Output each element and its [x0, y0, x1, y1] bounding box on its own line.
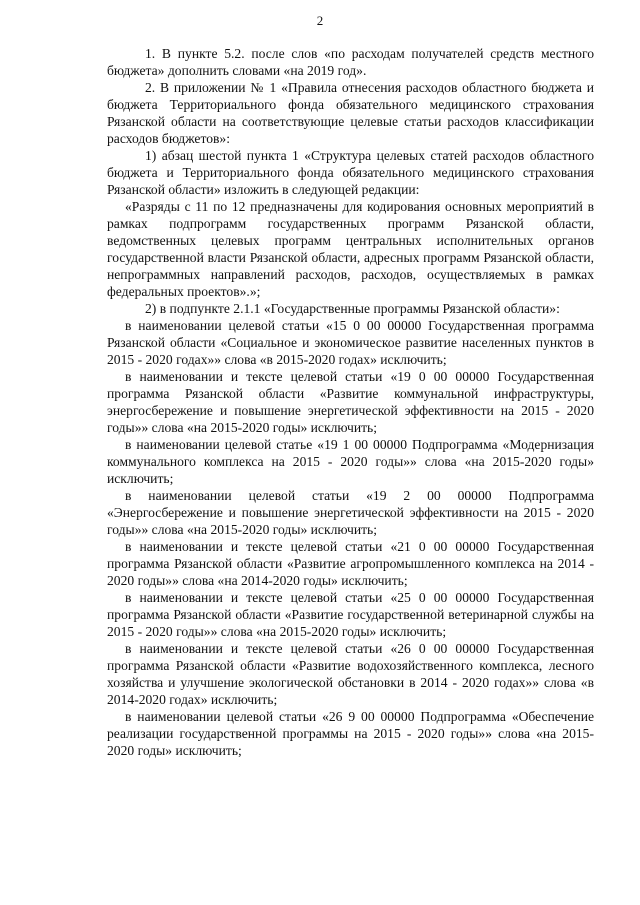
page-number: 2: [316, 13, 324, 28]
paragraph-article-19-1: в наименовании целевой статье «19 1 00 00000 Подпрограмма «Модернизация коммунального комплекса на 2015 - 2020 годы»» слова «на 2015-2020 годы» исключить;: [107, 437, 594, 486]
paragraph-article-26-9: в наименовании целевой статьи «26 9 00 00000 Подпрограмма «Обеспечение реализации государственной программы на 2015 - 2020 годы»» слова «на 2015-2020 годы» исключить;: [107, 709, 594, 758]
paragraph-quote: «Разряды с 11 по 12 предназначены для кодирования основных мероприятий в рамках подпрограмм государственных программ Рязанской области, ведомственных целевых программ центральных исполнительных органов государственной власти Рязанской области, адресных программ Рязанской области, непрограммных направлений расходов, расходов, осуществляемых в рамках федеральных проектов».»;: [107, 199, 594, 299]
paragraph-article-25: в наименовании и тексте целевой статьи «25 0 00 00000 Государственная программа Рязанской области «Развитие государственной ветеринарной службы на 2015 - 2020 годы»» слова «на 2015-2020 годы» исключить;: [107, 590, 594, 639]
paragraph-article-26: в наименовании и тексте целевой статьи «26 0 00 00000 Государственная программа Рязанской области «Развитие водохозяйственного комплекса, лесного хозяйства и улучшение экологической обстановки в 2014 - 2020 годах»» слова «в 2014-2020 годах» исключить;: [107, 641, 594, 707]
document-body: [107, 45, 594, 759]
paragraph-article-19: в наименовании и тексте целевой статьи «19 0 00 00000 Государственная программа Рязанской области «Развитие коммунальной инфраструктуры, энергосбережение и повышение энергетической эффективности на 2015 - 2020 годы»» слова «на 2015-2020 годы» исключить;: [107, 369, 594, 435]
paragraph-item-2: 2. В приложении № 1 «Правила отнесения расходов областного бюджета и бюджета Территориального фонда обязательного медицинского страхования Рязанской области на соответствующие целевые статьи расходов классификации расходов бюджетов»:: [107, 80, 594, 146]
paragraph-article-19-2: в наименовании целевой статьи «19 2 00 00000 Подпрограмма «Энергосбережение и повышение энергетической эффективности на 2015 - 2020 годы»» слова «на 2015-2020 годы» исключить;: [107, 488, 594, 537]
paragraph-article-21: в наименовании и тексте целевой статьи «21 0 00 00000 Государственная программа Рязанской области «Развитие агропромышленного комплекса на 2014 - 2020 годы»» слова «на 2014-2020 годы» исключить;: [107, 539, 594, 588]
paragraph-subitem-1: 1) абзац шестой пункта 1 «Структура целевых статей расходов областного бюджета и Территориального фонда обязательного медицинского страхования Рязанской области» изложить в следующей редакции:: [107, 148, 594, 197]
paragraph-article-15: в наименовании целевой статьи «15 0 00 00000 Государственная программа Рязанской области «Социальное и экономическое развитие населенных пунктов в 2015 - 2020 годах»» слова «в 2015-2020 годах» исключить;: [107, 318, 594, 367]
paragraph-subitem-2: 2) в подпункте 2.1.1 «Государственные программы Рязанской области»:: [145, 301, 560, 316]
paragraph-item-1: 1. В пункте 5.2. после слов «по расходам получателей средств местного бюджета» дополнить словами «на 2019 год».: [107, 46, 594, 78]
